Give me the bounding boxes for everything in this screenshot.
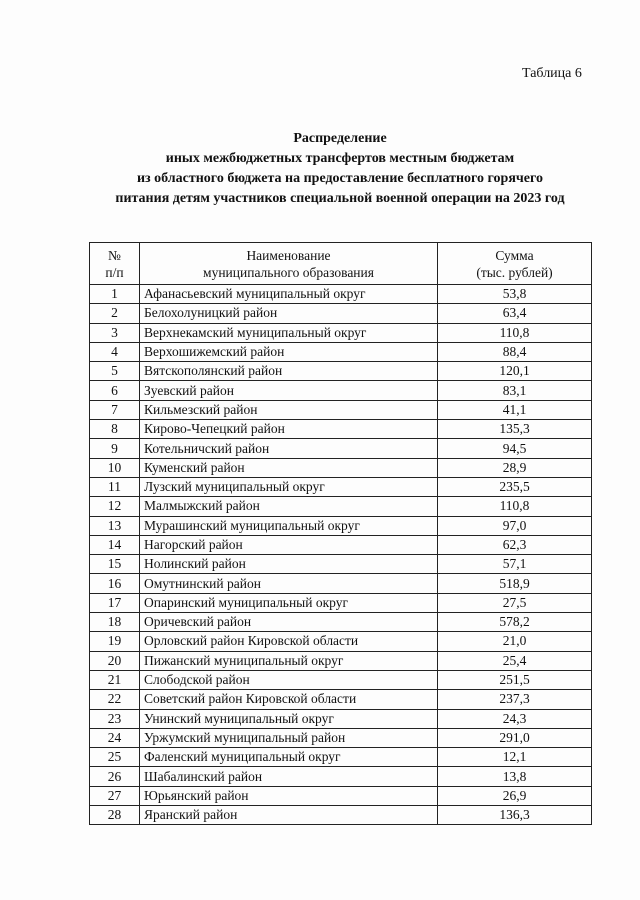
row-number-cell: 6 [90,381,140,400]
table-row [90,670,592,689]
municipality-name-cell: Кильмезский район [140,400,438,419]
municipality-name-cell: Вятскополянский район [140,362,438,381]
table-row [90,477,592,496]
amount-cell: 25,4 [438,651,592,670]
amount-cell: 27,5 [438,593,592,612]
column-header-line: (тыс. рублей) [476,264,553,280]
row-number-cell: 3 [90,323,140,342]
column-header-name [140,243,438,285]
table-row [90,613,592,632]
column-header-sum [438,243,592,285]
table-row [90,497,592,516]
amount-cell: 578,2 [438,613,592,632]
row-number-cell: 11 [90,477,140,496]
table-row [90,651,592,670]
amount-cell: 28,9 [438,458,592,477]
municipality-name-cell: Опаринский муниципальный округ [140,593,438,612]
amount-cell: 120,1 [438,362,592,381]
municipality-name-cell: Шабалинский район [140,767,438,786]
municipality-name-cell: Омутнинский район [140,574,438,593]
distribution-table [89,242,592,825]
municipality-name-cell: Котельничский район [140,439,438,458]
municipality-name-cell: Слободской район [140,670,438,689]
municipality-name-cell: Зуевский район [140,381,438,400]
amount-cell: 518,9 [438,574,592,593]
table-row [90,535,592,554]
row-number-cell: 21 [90,670,140,689]
row-number-cell: 16 [90,574,140,593]
municipality-name-cell: Уржумский муниципальный район [140,728,438,747]
amount-cell: 24,3 [438,709,592,728]
amount-cell: 88,4 [438,342,592,361]
row-number-cell: 23 [90,709,140,728]
column-header-number [90,243,140,285]
row-number-cell: 20 [90,651,140,670]
municipality-name-cell: Верхошижемский район [140,342,438,361]
table-row [90,458,592,477]
municipality-name-cell: Лузский муниципальный округ [140,477,438,496]
row-number-cell: 7 [90,400,140,419]
row-number-cell: 15 [90,555,140,574]
heading-line: иных межбюджетных трансфертов местным бюджетам [165,151,515,166]
municipality-name-cell: Юрьянский район [140,786,438,805]
row-number-cell: 22 [90,690,140,709]
amount-cell: 63,4 [438,304,592,323]
table-row [90,786,592,805]
amount-cell: 94,5 [438,439,592,458]
row-number-cell: 27 [90,786,140,805]
table-row [90,323,592,342]
row-number-cell: 4 [90,342,140,361]
heading-line: из областного бюджета на предоставление бесплатного горячего [136,171,544,186]
amount-cell: 251,5 [438,670,592,689]
municipality-name-cell: Мурашинский муниципальный округ [140,516,438,535]
municipality-name-cell: Куменский район [140,458,438,477]
row-number-cell: 2 [90,304,140,323]
table-row [90,555,592,574]
municipality-name-cell: Советский район Кировской области [140,690,438,709]
table-row [90,304,592,323]
municipality-name-cell: Яранский район [140,806,438,825]
municipality-name-cell: Пижанский муниципальный округ [140,651,438,670]
municipality-name-cell: Орловский район Кировской области [140,632,438,651]
amount-cell: 291,0 [438,728,592,747]
municipality-name-cell: Нолинский район [140,555,438,574]
table-row [90,767,592,786]
column-header-line: Наименование [246,247,331,263]
municipality-name-cell: Фаленский муниципальный округ [140,748,438,767]
table-row [90,593,592,612]
municipality-name-cell: Кирово-Чепецкий район [140,420,438,439]
amount-cell: 57,1 [438,555,592,574]
row-number-cell: 14 [90,535,140,554]
amount-cell: 135,3 [438,420,592,439]
municipality-name-cell: Афанасьевский муниципальный округ [140,285,438,304]
row-number-cell: 5 [90,362,140,381]
row-number-cell: 12 [90,497,140,516]
amount-cell: 110,8 [438,497,592,516]
table-row [90,806,592,825]
municipality-name-cell: Унинский муниципальный округ [140,709,438,728]
amount-cell: 12,1 [438,748,592,767]
amount-cell: 237,3 [438,690,592,709]
municipality-name-cell: Нагорский район [140,535,438,554]
amount-cell: 136,3 [438,806,592,825]
column-header-line: № [108,247,121,263]
table-row [90,516,592,535]
amount-cell: 97,0 [438,516,592,535]
amount-cell: 110,8 [438,323,592,342]
row-number-cell: 10 [90,458,140,477]
heading-line: Распределение [293,131,387,146]
table-row [90,709,592,728]
table-row [90,728,592,747]
amount-cell: 41,1 [438,400,592,419]
row-number-cell: 19 [90,632,140,651]
table-row [90,342,592,361]
municipality-name-cell: Верхнекамский муниципальный округ [140,323,438,342]
row-number-cell: 17 [90,593,140,612]
row-number-cell: 9 [90,439,140,458]
table-row [90,632,592,651]
document-heading [90,129,590,209]
table-row [90,439,592,458]
row-number-cell: 25 [90,748,140,767]
amount-cell: 53,8 [438,285,592,304]
row-number-cell: 18 [90,613,140,632]
amount-cell: 13,8 [438,767,592,786]
column-header-line: Сумма [495,247,534,263]
table-number-label: Таблица 6 [522,66,582,81]
amount-cell: 26,9 [438,786,592,805]
row-number-cell: 1 [90,285,140,304]
table-row [90,420,592,439]
row-number-cell: 26 [90,767,140,786]
amount-cell: 21,0 [438,632,592,651]
municipality-name-cell: Оричевский район [140,613,438,632]
table-row [90,690,592,709]
heading-line: питания детям участников специальной военной операции на 2023 год [115,191,565,206]
column-header-line: п/п [105,264,124,280]
row-number-cell: 24 [90,728,140,747]
table-row [90,400,592,419]
row-number-cell: 13 [90,516,140,535]
table-row [90,285,592,304]
row-number-cell: 8 [90,420,140,439]
municipality-name-cell: Белохолуницкий район [140,304,438,323]
amount-cell: 62,3 [438,535,592,554]
table-header-row [90,243,592,285]
table-row [90,362,592,381]
amount-cell: 83,1 [438,381,592,400]
table-row [90,574,592,593]
table-row [90,381,592,400]
municipality-name-cell: Малмыжский район [140,497,438,516]
amount-cell: 235,5 [438,477,592,496]
table-row [90,748,592,767]
row-number-cell: 28 [90,806,140,825]
column-header-line: муниципального образования [203,264,374,280]
